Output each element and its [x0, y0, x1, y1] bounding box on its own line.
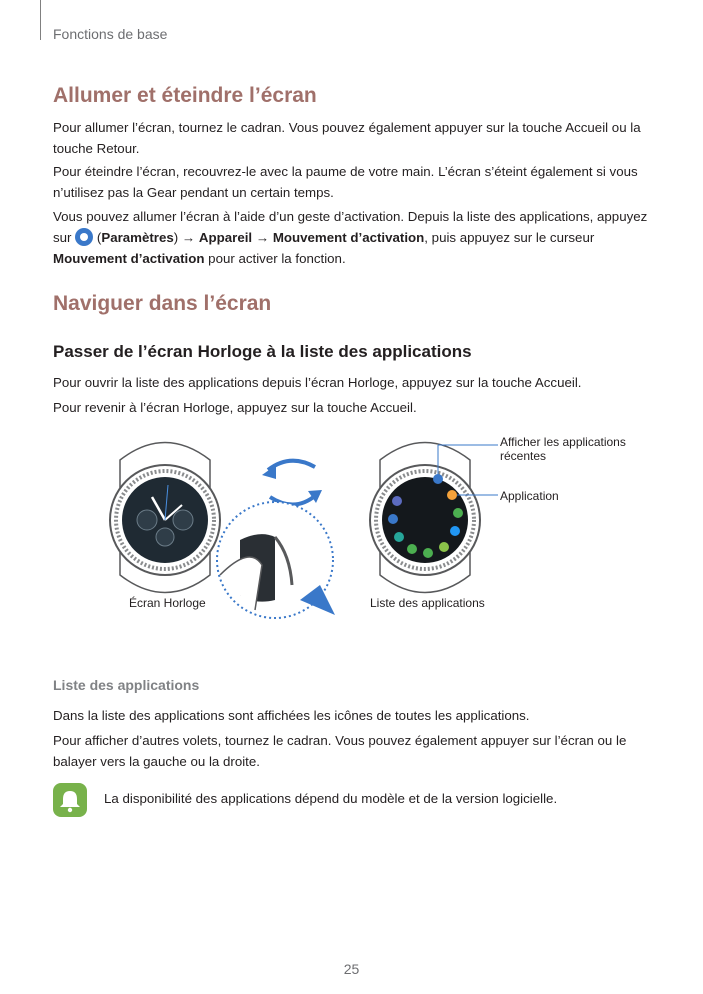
paragraph-back-to-clock: Pour revenir à l’écran Horloge, appuyez sur la touche Accueil.	[53, 400, 417, 415]
paragraph-app-list: Dans la liste des applications sont affichées les icônes de toutes les applications.	[53, 708, 530, 723]
paragraph-open-apps: Pour ouvrir la liste des applications depuis l’écran Horloge, appuyez sur la touche Accueil.	[53, 375, 582, 390]
notice-text: La disponibilité des applications dépend du modèle et de la version logicielle.	[104, 791, 558, 806]
subsection-title-app-list: Liste des applications	[53, 677, 200, 693]
paragraph-more-panels: Pour afficher d’autres volets, tournez le cadran. Vous pouvez également appuyer sur l’écran ou le balayer vers la gauche ou la droite.	[53, 733, 627, 769]
watch-illustration	[0, 425, 703, 640]
caption-recent-apps-line2: récentes	[500, 449, 547, 463]
subsection-title-clock-to-apps: Passer de l’écran Horloge à la liste des applications	[53, 342, 472, 361]
caption-recent-apps-line1: Afficher les applications	[500, 435, 626, 449]
watch-clock	[110, 443, 220, 593]
switch-arrows-icon	[262, 461, 322, 505]
settings-icon	[75, 228, 93, 246]
watch-figure-svg	[0, 425, 703, 640]
paragraph-wake-gesture: Vous pouvez allumer l’écran à l’aide d’un geste d’activation. Depuis la liste des applications, appuyez sur (Paramètres) → Appareil → Mouvement d’activation, puis appuyez sur le curseur Mouvement d’activation pour activer la fonction.	[53, 209, 648, 266]
caption-clock-screen: Écran Horloge	[129, 596, 206, 610]
section-title-power: Allumer et éteindre l’écran	[53, 84, 317, 107]
header-rule	[40, 0, 41, 40]
running-header: Fonctions de base	[53, 26, 168, 42]
caption-app-list: Liste des applications	[370, 596, 485, 610]
watch-app-list	[370, 443, 498, 593]
zoom-detail-hand	[217, 502, 335, 618]
page-number: 25	[343, 961, 360, 977]
paragraph-turn-on: Pour allumer l’écran, tournez le cadran. Vous pouvez également appuyer sur la touche Accueil ou la touche Retour.	[53, 120, 641, 156]
section-title-navigate: Naviguer dans l’écran	[53, 292, 272, 315]
paragraph-turn-off: Pour éteindre l’écran, recouvrez-le avec la paume de votre main. L’écran s’éteint également si vous n’utilisez pas la Gear pendant un certain temps.	[53, 164, 638, 200]
caption-application: Application	[500, 489, 559, 503]
notice-bell-icon	[53, 783, 87, 817]
